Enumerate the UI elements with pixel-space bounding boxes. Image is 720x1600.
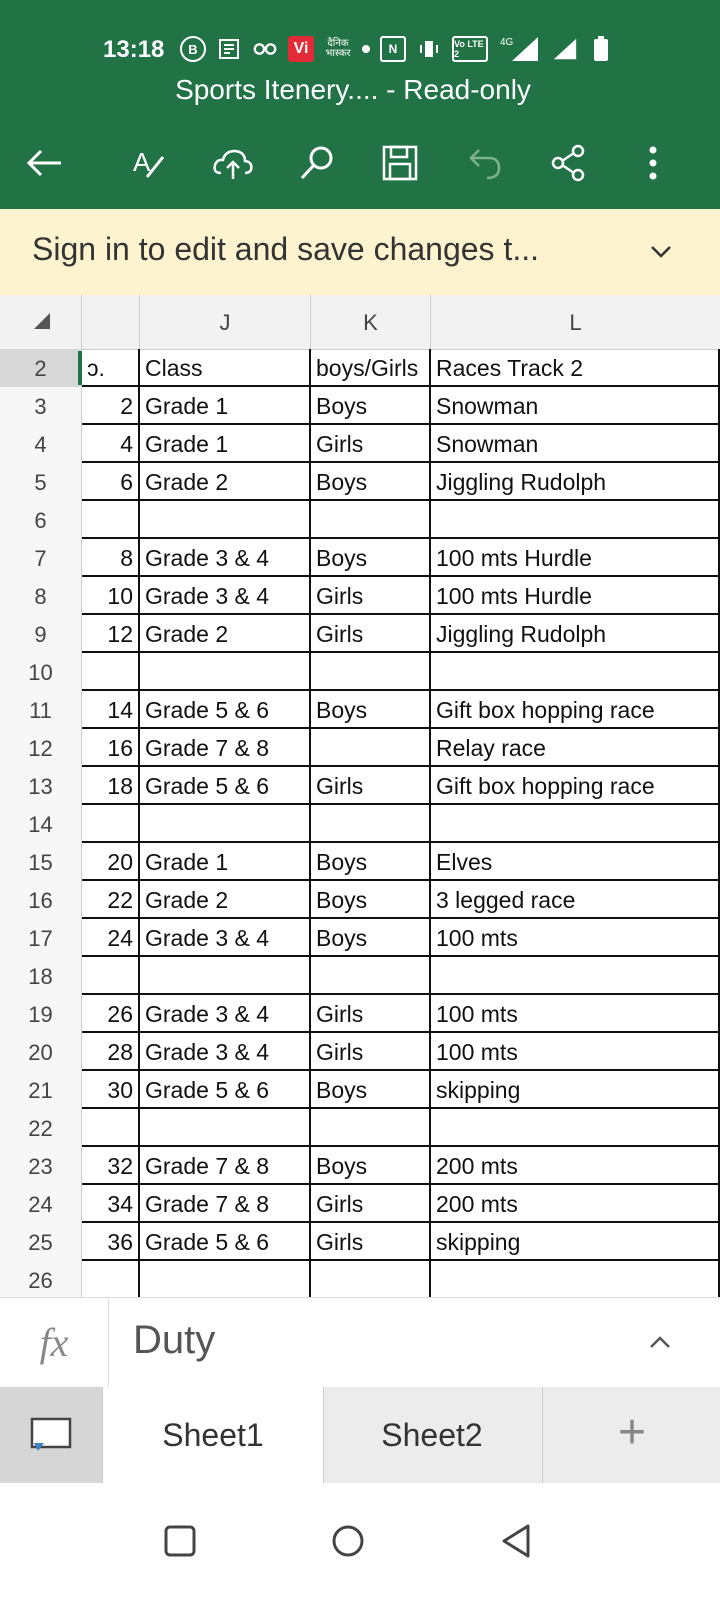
system-nav-bar [0,1483,720,1600]
table-row [0,691,720,729]
document-title: Sports Itenery.... - Read-only [175,74,531,105]
row-header[interactable]: 21 [0,1071,82,1109]
cell-k[interactable]: Girls [311,767,431,805]
row-header[interactable]: 24 [0,1185,82,1223]
cell-i[interactable]: 32 [82,1147,140,1185]
table-row [0,1071,720,1109]
cell-j[interactable]: Grade 1 [140,843,311,881]
vibrate-icon [416,36,442,62]
back-arrow-icon[interactable] [20,138,70,188]
column-header-k[interactable]: K [311,295,431,349]
table-row [0,729,720,767]
row-header[interactable]: 7 [0,539,82,577]
cell-i[interactable] [82,957,140,995]
table-row [0,1261,720,1297]
select-all-icon [34,313,50,329]
cell-i[interactable]: 16 [82,729,140,767]
app-header [0,0,720,209]
row-header[interactable]: 9 [0,615,82,653]
cell-k[interactable] [311,1109,431,1147]
table-row [0,1223,720,1261]
cell-l[interactable]: Jiggling Rudolph [431,615,720,653]
table-row [0,1109,720,1147]
cell-i[interactable]: 22 [82,881,140,919]
formula-value[interactable]: Duty [133,1318,216,1362]
vi-app-icon: Vi [288,36,314,62]
cell-k[interactable] [311,501,431,539]
cell-j[interactable]: Grade 2 [140,463,311,501]
cloud-upload-icon[interactable] [208,138,258,188]
selection-marker [78,351,82,385]
cell-i[interactable]: 34 [82,1185,140,1223]
cell-j[interactable]: Grade 3 & 4 [140,1033,311,1071]
row-header[interactable]: 11 [0,691,82,729]
volte-icon: Vo LTE 2 [452,36,488,62]
table-row [0,805,720,843]
table-row [0,1147,720,1185]
sheet-view-icon[interactable] [0,1387,102,1483]
row-header[interactable]: 23 [0,1147,82,1185]
cell-k[interactable]: Girls [311,425,431,463]
cell-k[interactable]: boys/Girls [311,349,431,387]
cell-l[interactable]: Snowman [431,387,720,425]
cell-j[interactable]: Grade 1 [140,387,311,425]
cell-k[interactable]: Girls [311,577,431,615]
cell-l[interactable] [431,1261,720,1297]
cell-i[interactable]: 24 [82,919,140,957]
cell-k[interactable] [311,729,431,767]
dainik-bhaskar-icon: दैनिक भास्कर [325,38,351,59]
cell-j[interactable]: Grade 7 & 8 [140,1185,311,1223]
status-bar [0,28,720,68]
add-sheet-button[interactable]: + [542,1387,720,1483]
battery-icon [588,36,614,62]
network-label: 4G [500,37,514,48]
column-header-l[interactable]: L [569,310,582,335]
table-row [0,957,720,995]
cell-k[interactable]: Boys [311,463,431,501]
table-row [0,425,720,463]
share-icon[interactable] [543,138,593,188]
row-header[interactable]: 2 [0,349,82,387]
cell-j[interactable] [140,653,311,691]
cell-j[interactable]: Grade 1 [140,425,311,463]
save-icon[interactable] [375,138,425,188]
cell-j[interactable]: Grade 5 & 6 [140,691,311,729]
formula-bar[interactable] [0,1297,720,1389]
cell-k[interactable] [311,653,431,691]
table-row [0,881,720,919]
cell-i[interactable]: 14 [82,691,140,729]
cell-j[interactable]: Grade 7 & 8 [140,729,311,767]
cell-i[interactable]: 10 [82,577,140,615]
cell-j[interactable]: Grade 3 & 4 [140,995,311,1033]
glasses-icon [252,36,278,62]
cell-k[interactable]: Girls [311,1033,431,1071]
cell-l[interactable]: skipping [431,1223,720,1261]
dot-icon [362,45,370,53]
cell-i[interactable]: 28 [82,1033,140,1071]
fx-icon[interactable]: fx [0,1298,109,1388]
select-all-corner[interactable] [0,295,82,349]
status-time: 13:18 [103,36,165,63]
cell-i[interactable]: 26 [82,995,140,1033]
cell-k[interactable] [311,805,431,843]
cell-l[interactable] [431,501,720,539]
column-header-j[interactable]: J [140,295,311,349]
table-row [0,539,720,577]
cell-i[interactable]: 36 [82,1223,140,1261]
recents-square-icon[interactable] [160,1521,200,1561]
cell-l[interactable]: skipping [431,1071,720,1109]
cell-l[interactable]: 200 mts [431,1147,720,1185]
cell-j[interactable]: Class [140,349,311,387]
cell-l[interactable]: 200 mts [431,1185,720,1223]
table-row [0,577,720,615]
table-row [0,767,720,805]
row-header[interactable]: 8 [0,577,82,615]
signal-icon [552,36,578,62]
cell-k[interactable]: Girls [311,995,431,1033]
cell-j[interactable] [140,1261,311,1297]
cell-i[interactable] [82,805,140,843]
cell-j[interactable] [140,501,311,539]
table-row [0,995,720,1033]
table-row [0,919,720,957]
cell-k[interactable]: Boys [311,691,431,729]
svg-text:A: A [133,147,151,177]
cell-l[interactable]: 100 mts [431,1033,720,1071]
cell-j[interactable] [140,805,311,843]
cell-l[interactable]: 100 mts Hurdle [431,539,720,577]
cell-k[interactable]: Boys [311,1071,431,1109]
row-header[interactable]: 19 [0,995,82,1033]
more-vert-icon[interactable] [628,138,678,188]
back-triangle-icon[interactable] [496,1521,536,1561]
spreadsheet-grid[interactable] [0,295,720,1297]
table-row [0,1033,720,1071]
cell-l[interactable] [431,653,720,691]
chevron-down-icon[interactable] [646,237,676,267]
row-header[interactable]: 15 [0,843,82,881]
cell-i[interactable]: 8 [82,539,140,577]
cell-k[interactable] [311,957,431,995]
cell-i[interactable]: 12 [82,615,140,653]
news-icon [216,36,242,62]
table-row [0,843,720,881]
pen-edit-icon[interactable] [124,138,174,188]
cell-i[interactable]: 2 [82,387,140,425]
cell-l[interactable]: Gift box hopping race [431,691,720,729]
cell-l[interactable]: Elves [431,843,720,881]
cell-l[interactable]: 100 mts [431,919,720,957]
column-header-bar [0,295,720,350]
row-header[interactable]: 14 [0,805,82,843]
cell-i[interactable]: 4 [82,425,140,463]
row-header[interactable]: 6 [0,501,82,539]
table-row [0,501,720,539]
cell-j[interactable]: Grade 3 & 4 [140,919,311,957]
row-header[interactable]: 25 [0,1223,82,1261]
cell-l[interactable] [431,1109,720,1147]
row-header[interactable]: 20 [0,1033,82,1071]
cell-k[interactable]: Boys [311,881,431,919]
cell-l[interactable]: Snowman [431,425,720,463]
cell-j[interactable]: Grade 5 & 6 [140,1071,311,1109]
cell-j[interactable]: Grade 3 & 4 [140,539,311,577]
cell-i[interactable] [82,653,140,691]
cell-j[interactable]: Grade 3 & 4 [140,577,311,615]
b-circle-icon: B [180,36,206,62]
cell-i[interactable] [82,501,140,539]
banner-text: Sign in to edit and save changes t... [32,231,539,267]
toolbar [0,138,720,188]
cell-i[interactable] [82,1109,140,1147]
cell-j[interactable] [140,957,311,995]
cell-l[interactable] [431,957,720,995]
home-circle-icon[interactable] [328,1521,368,1561]
table-row [0,387,720,425]
table-row [0,1185,720,1223]
search-icon[interactable] [292,138,342,188]
cell-i[interactable]: 18 [82,767,140,805]
cell-j[interactable]: Grade 5 & 6 [140,767,311,805]
tab-sheet1[interactable]: Sheet1 [102,1387,324,1483]
row-header[interactable]: 12 [0,729,82,767]
cell-k[interactable]: Boys [311,387,431,425]
cell-l[interactable]: Gift box hopping race [431,767,720,805]
undo-icon[interactable] [460,138,510,188]
cell-j[interactable]: Grade 2 [140,881,311,919]
status-icons [180,34,614,64]
row-header[interactable]: 4 [0,425,82,463]
cell-k[interactable]: Boys [311,1147,431,1185]
4g-signal-icon [498,36,542,62]
chevron-up-icon[interactable] [646,1328,674,1356]
cell-l[interactable]: Races Track 2 [431,349,720,387]
cell-i[interactable]: 30 [82,1071,140,1109]
cell-l[interactable]: Jiggling Rudolph [431,463,720,501]
nfc-icon: N [380,36,406,62]
cell-j[interactable] [140,1109,311,1147]
row-header[interactable]: 13 [0,767,82,805]
cell-k[interactable]: Girls [311,615,431,653]
row-header[interactable]: 17 [0,919,82,957]
row-header[interactable]: 18 [0,957,82,995]
row-header[interactable]: 22 [0,1109,82,1147]
tab-sheet2[interactable]: Sheet2 [381,1417,483,1453]
row-header[interactable]: 26 [0,1261,82,1297]
table-row [0,349,720,387]
sign-in-banner[interactable] [0,209,720,296]
cell-k[interactable]: Boys [311,843,431,881]
cell-l[interactable] [431,805,720,843]
cell-k[interactable]: Boys [311,919,431,957]
table-row [0,615,720,653]
cell-i[interactable]: 6 [82,463,140,501]
table-row [0,463,720,501]
column-header-i[interactable] [82,295,140,349]
row-header[interactable]: 3 [0,387,82,425]
cell-l[interactable]: 100 mts Hurdle [431,577,720,615]
cell-k[interactable]: Boys [311,539,431,577]
sheet-tabs [0,1387,720,1483]
row-header[interactable]: 10 [0,653,82,691]
row-header[interactable]: 5 [0,463,82,501]
cell-k[interactable]: Girls [311,1223,431,1261]
cell-k[interactable] [311,1261,431,1297]
row-header[interactable]: 16 [0,881,82,919]
cell-l[interactable]: Relay race [431,729,720,767]
cell-j[interactable]: Grade 7 & 8 [140,1147,311,1185]
cell-i[interactable] [82,1261,140,1297]
table-row [0,653,720,691]
cell-l[interactable]: 3 legged race [431,881,720,919]
cell-i[interactable]: ɔ. [82,349,140,387]
cell-i[interactable]: 20 [82,843,140,881]
cell-k[interactable]: Girls [311,1185,431,1223]
cell-j[interactable]: Grade 5 & 6 [140,1223,311,1261]
cell-l[interactable]: 100 mts [431,995,720,1033]
cell-j[interactable]: Grade 2 [140,615,311,653]
